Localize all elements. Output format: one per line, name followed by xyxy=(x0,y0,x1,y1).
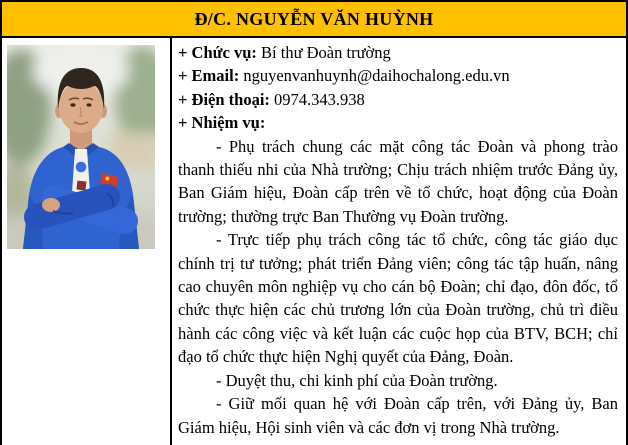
photo-cell xyxy=(2,38,172,445)
page-title: Đ/C. NGUYỄN VĂN HUỲNH xyxy=(194,8,434,29)
header-bar xyxy=(2,2,626,38)
field-value: Bí thư Đoàn trường xyxy=(261,43,391,62)
info-cell xyxy=(172,38,626,445)
field-label: + Điện thoại: xyxy=(178,89,270,109)
field-value: nguyenvanhuynh@daihochalong.edu.vn xyxy=(243,66,510,86)
field-duties-heading xyxy=(178,111,618,134)
field-position xyxy=(178,41,618,64)
field-label: + Email: xyxy=(178,66,240,86)
field-label: + Chức vụ: xyxy=(178,43,257,62)
portrait-photo xyxy=(7,45,155,249)
duty-paragraph: - Giữ mối quan hệ với Đoàn cấp trên, với Đảng ủy, Ban Giám hiệu, Hội sinh viên và các đơn vị trong Nhà trường. xyxy=(178,394,618,437)
duty-paragraph: - Duyệt thu, chi kinh phí của Đoàn trường. xyxy=(216,370,498,390)
duty-paragraph: - Trực tiếp phụ trách công tác tổ chức, công tác giáo dục chính trị tư tưởng; phát triển Đảng viên; công tác tập huấn, nâng cao chuyên môn nghiệp vụ cho cán bộ Đoàn; chỉ đạo, đôn đốc, tổ chức thực hiện các chủ trương lớn của Đoàn trường, chủ trì điều hành các công việc và kết luận các cuộc họp của BTV, BCH; chỉ đạo tổ chức thực hiện Nghị quyết của Đảng, Đoàn. xyxy=(178,230,618,367)
field-label: + Nhiệm vụ: xyxy=(178,113,266,133)
field-phone xyxy=(178,88,618,111)
field-email xyxy=(178,64,618,87)
field-value: 0974.343.938 xyxy=(274,89,365,109)
content-row xyxy=(2,38,626,445)
duty-paragraph: - Phụ trách chung các mặt công tác Đoàn và phong trào thanh thiếu nhi của Nhà trường; Chịu trách nhiệm trước Đảng ủy, Ban Giám hiệu, Đoàn cấp trên về tổ chức, hoạt động của Đoàn trường; thường trực Ban Thường vụ Đoàn trường. xyxy=(178,136,618,226)
